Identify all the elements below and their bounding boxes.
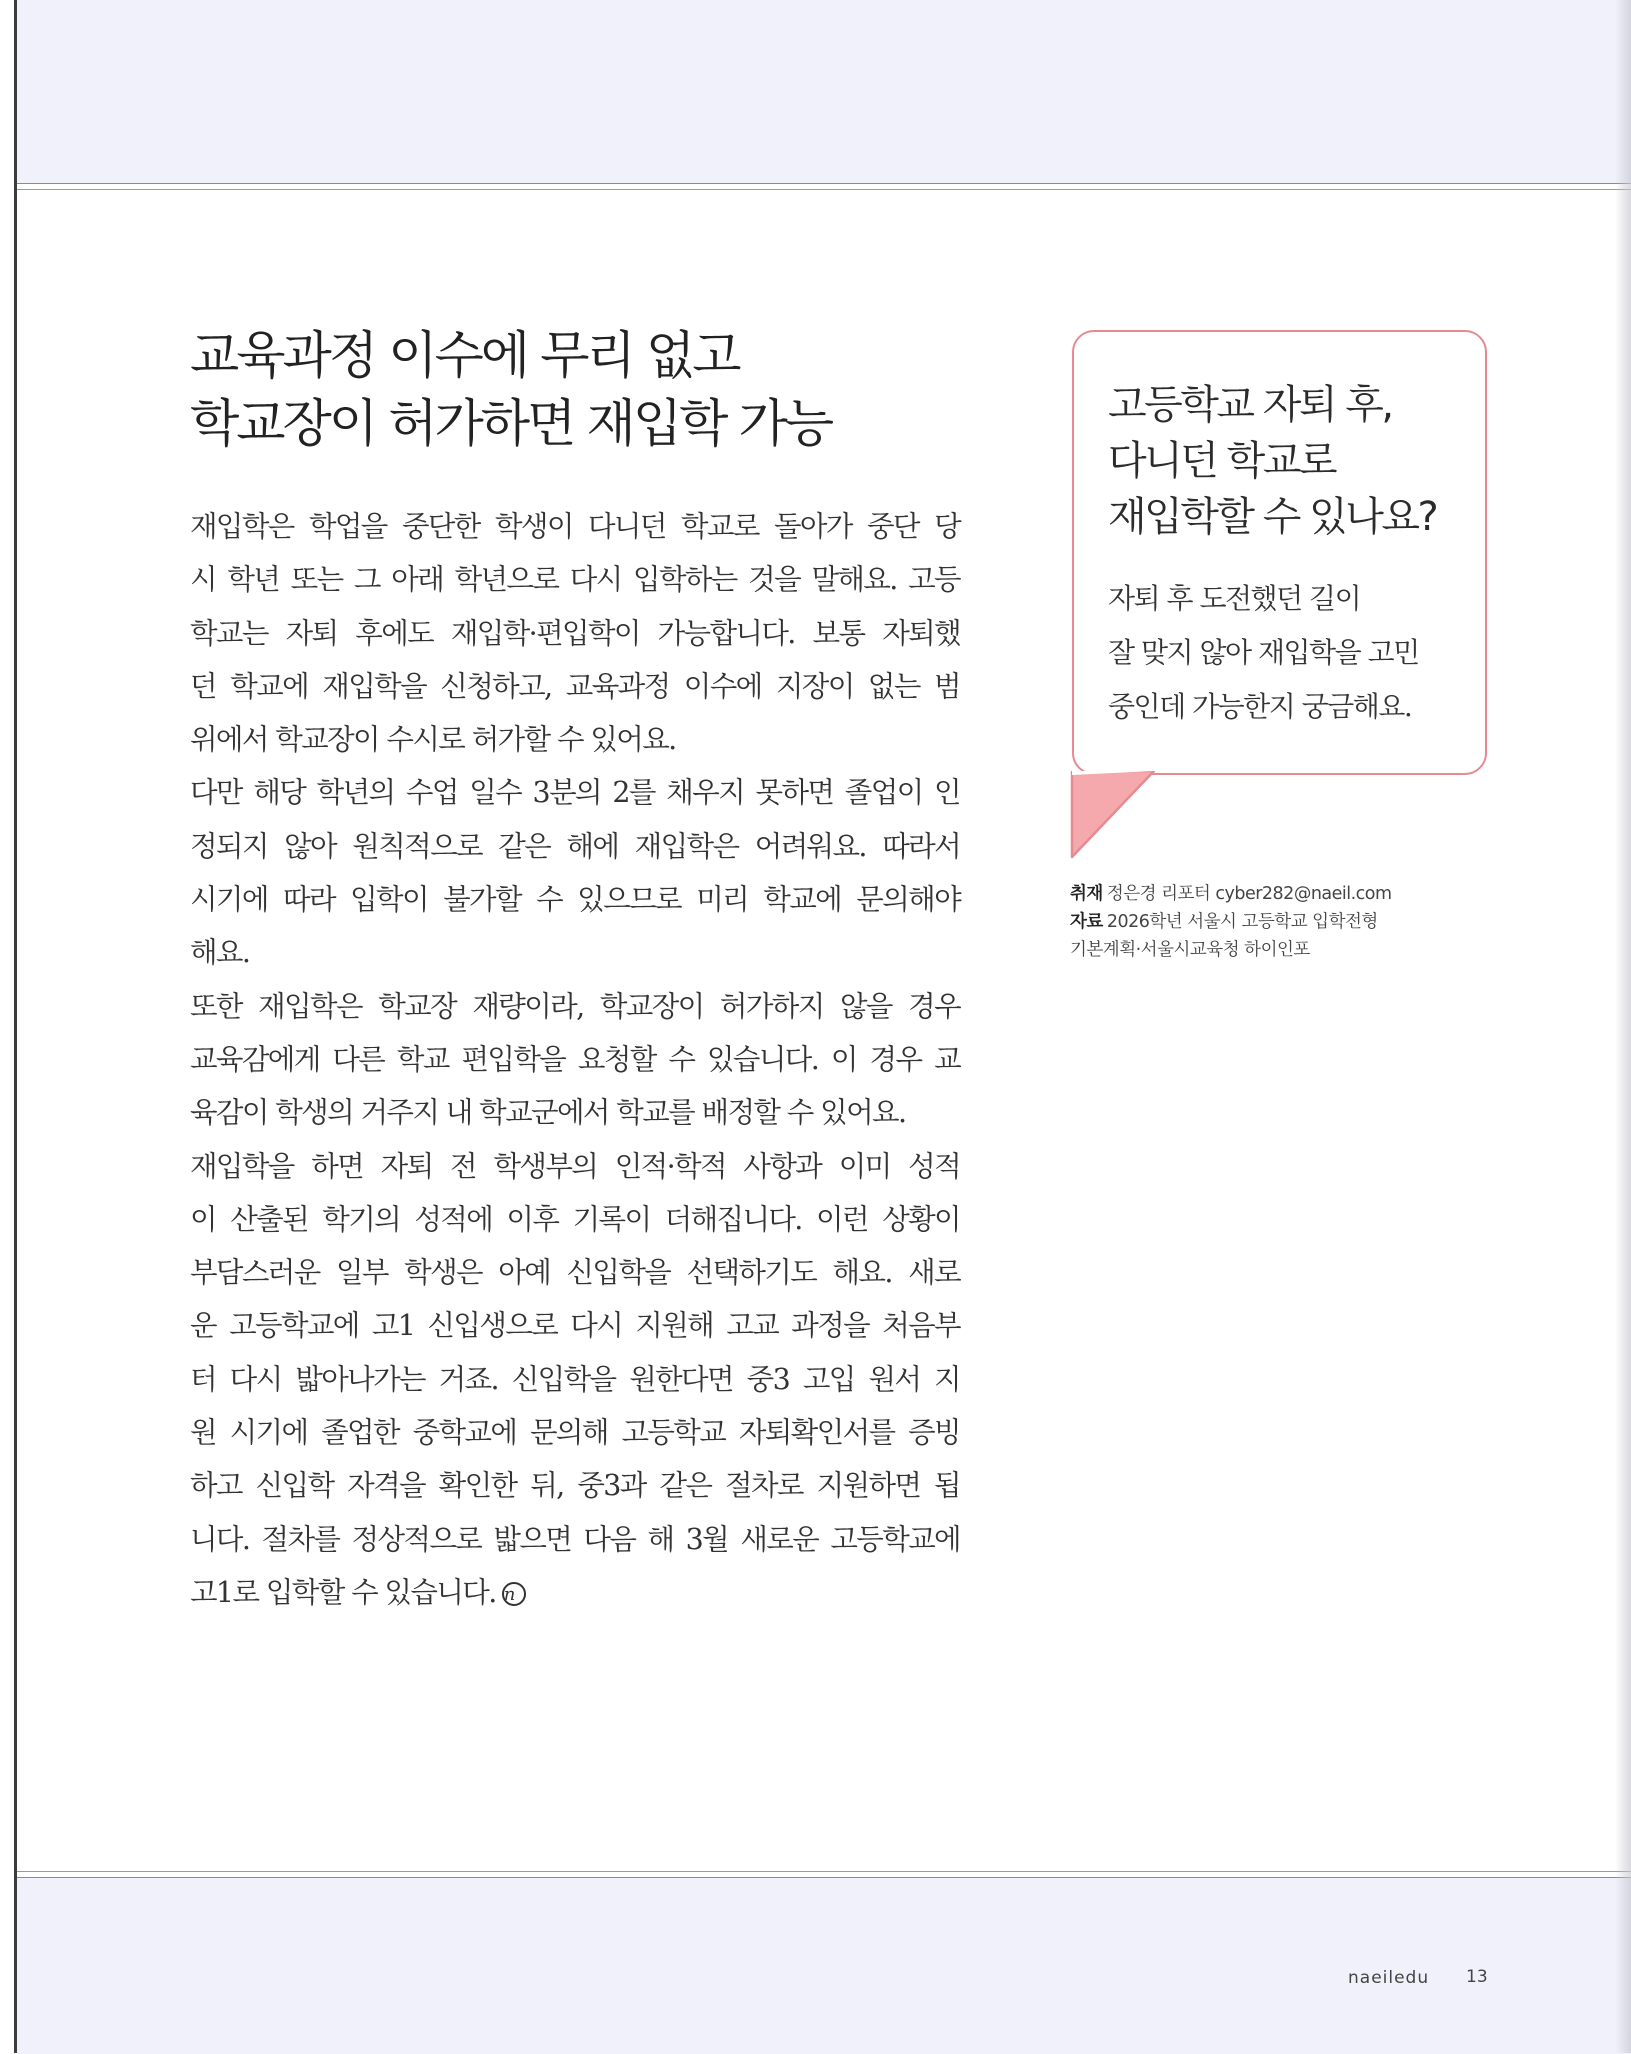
- body-line: 터 다시 밟아나가는 거죠. 신입학을 원한다면 중3 고입 원서 지: [190, 1362, 960, 1396]
- question-title-line-2: 다니던 학교로: [1108, 438, 1336, 484]
- question-box: [1072, 330, 1487, 775]
- bottom-band: [17, 1877, 1631, 2054]
- body-line: 이 산출된 학기의 성적에 이후 기록이 더해집니다. 이런 상황이: [190, 1202, 960, 1236]
- body-line: 정되지 않아 원칙적으로 같은 해에 재입학은 어려워요. 따라서: [190, 829, 960, 863]
- body-line: 재입학은 학업을 중단한 학생이 다니던 학교로 돌아가 중단 당: [190, 510, 960, 543]
- question-text-line-3: 중인데 가능한지 궁금해요.: [1108, 690, 1412, 723]
- credit-source-value: 2026학년 서울시 고등학교 입학전형: [1106, 912, 1378, 932]
- body-line: 또한 재입학은 학교장 재량이라, 학교장이 허가하지 않을 경우: [190, 989, 960, 1023]
- body-line: 위에서 학교장이 수시로 허가할 수 있어요.: [190, 723, 676, 757]
- credit-source-label: 자료: [1070, 912, 1103, 932]
- body-line: 하고 신입학 자격을 확인한 뒤, 중3과 같은 절차로 지원하면 됩: [190, 1469, 960, 1503]
- credit-reporter-value: 정은경 리포터 cyber282@naeil.com: [1106, 884, 1392, 904]
- headline-line-2: 학교장이 허가하면 재입학 가능: [190, 395, 832, 454]
- body-line: 다만 해당 학년의 수업 일수 3분의 2를 채우지 못하면 졸업이 인: [190, 776, 960, 810]
- body-line: 재입학을 하면 자퇴 전 학생부의 인적·학적 사항과 이미 성적: [190, 1149, 960, 1183]
- page-number: 13: [1466, 1967, 1488, 1987]
- article-headline: [190, 323, 990, 459]
- body-line: 원 시기에 졸업한 중학교에 문의해 고등학교 자퇴확인서를 증빙: [190, 1416, 960, 1450]
- credit-reporter-label: 취재: [1070, 884, 1103, 904]
- body-line: 운 고등학교에 고1 신입생으로 다시 지원해 고교 과정을 처음부: [190, 1309, 960, 1343]
- headline-line-1: 교육과정 이수에 무리 없고: [190, 327, 739, 386]
- article-body: [190, 500, 960, 1619]
- body-line: 시기에 따라 입학이 불가할 수 있으므로 미리 학교에 문의해야: [190, 883, 960, 917]
- credit-source-row: [1070, 908, 1392, 936]
- question-text-line-2: 잘 맞지 않아 재입학을 고민: [1108, 636, 1419, 669]
- body-line: 해요.: [190, 936, 250, 970]
- question-title-line-1: 고등학교 자퇴 후,: [1108, 382, 1392, 428]
- credit-source-row-2: 기본계획·서울시교육청 하이인포: [1070, 940, 1310, 960]
- body-line: 교육감에게 다른 학교 편입학을 요청할 수 있습니다. 이 경우 교: [190, 1042, 960, 1076]
- body-line: 부담스러운 일부 학생은 아예 신입학을 선택하기도 해요. 새로: [190, 1256, 960, 1290]
- speech-tail-icon: [1070, 771, 1170, 861]
- question-text: [1108, 572, 1419, 734]
- body-line: 니다. 절차를 정상적으로 밟으면 다음 해 3월 새로운 고등학교에: [190, 1522, 960, 1556]
- article-credits: [1070, 880, 1392, 964]
- question-title-line-3: 재입학할 수 있나요?: [1108, 494, 1437, 540]
- article-end-mark-icon: n: [502, 1582, 526, 1606]
- body-line-last: [190, 1566, 960, 1619]
- credit-reporter-row: [1070, 880, 1392, 908]
- body-line: 학교는 자퇴 후에도 재입학·편입학이 가능합니다. 보통 자퇴했: [190, 616, 960, 650]
- question-title: [1108, 377, 1436, 545]
- body-line: 시 학년 또는 그 아래 학년으로 다시 입학하는 것을 말해요. 고등: [190, 563, 960, 597]
- question-text-line-1: 자퇴 후 도전했던 길이: [1108, 582, 1361, 615]
- body-line: 던 학교에 재입학을 신청하고, 교육과정 이수에 지장이 없는 범: [190, 669, 960, 703]
- body-line-last-text: 고1로 입학할 수 있습니다.: [190, 1575, 496, 1609]
- footer-brand: naeiledu: [1348, 1968, 1430, 1988]
- top-band: [17, 0, 1631, 184]
- body-line: 육감이 학생의 거주지 내 학교군에서 학교를 배정할 수 있어요.: [190, 1096, 906, 1130]
